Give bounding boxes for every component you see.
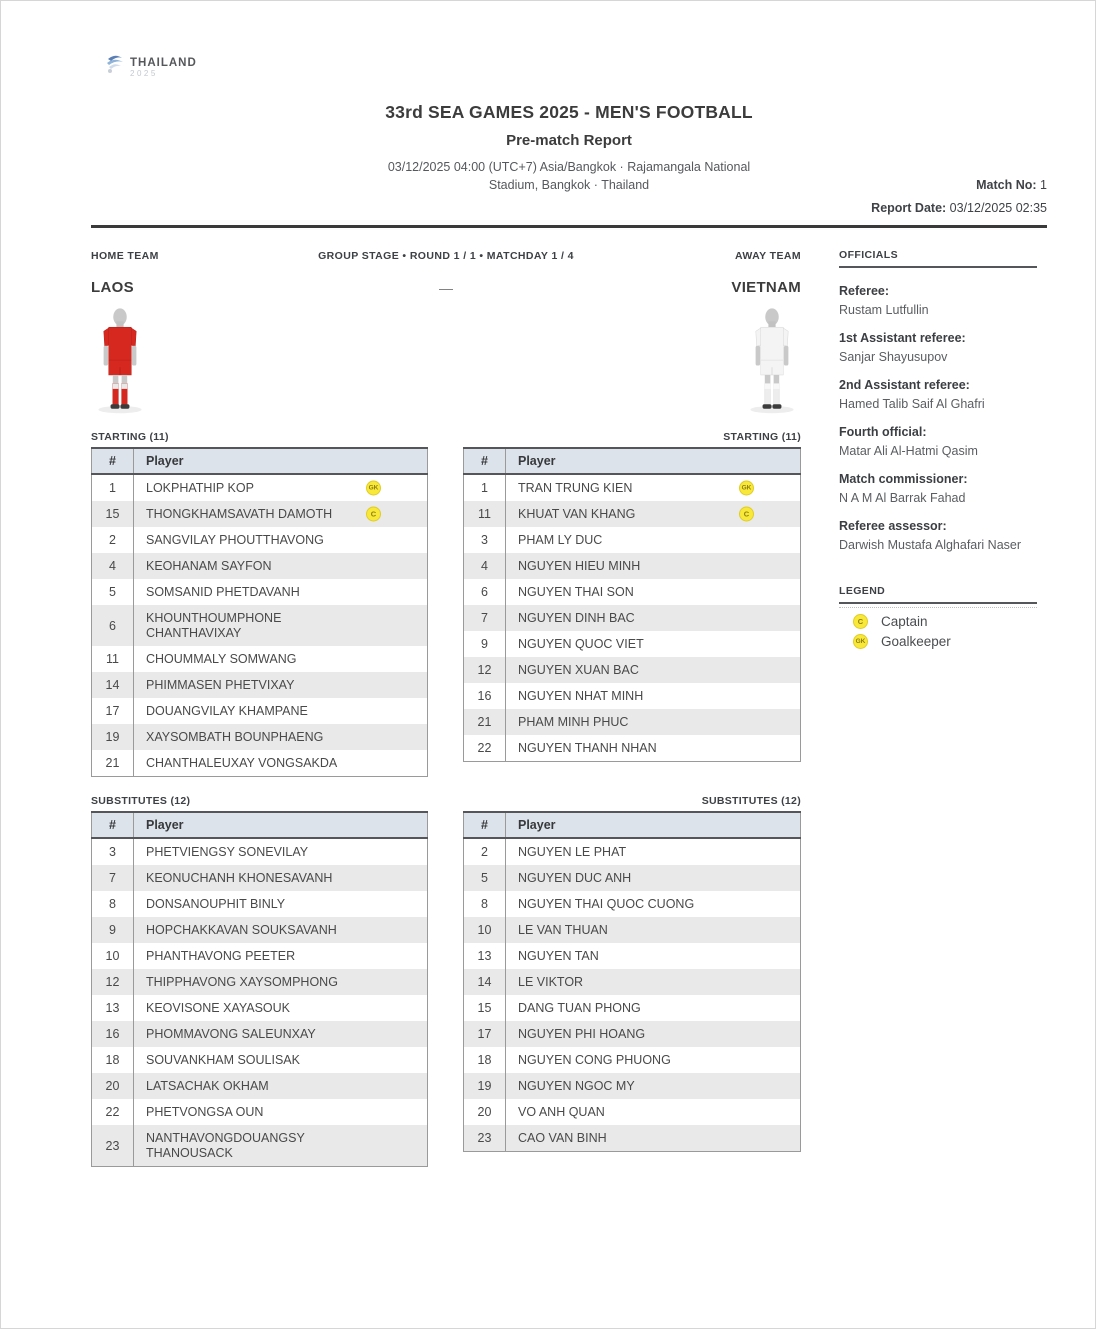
table-row xyxy=(92,605,428,646)
table-row xyxy=(92,672,428,698)
match-info xyxy=(871,178,1047,224)
player-name: PHETVIENGSY SONEVILAY xyxy=(146,844,309,859)
player-name: SANGVILAY PHOUTTHAVONG xyxy=(146,532,324,547)
player-cell xyxy=(506,631,801,657)
player-cell xyxy=(506,501,801,527)
player-cell xyxy=(506,1125,801,1152)
goalkeeper-badge-icon: GK xyxy=(366,481,381,496)
player-cell xyxy=(506,657,801,683)
officials-panel xyxy=(839,249,1037,649)
officials-title: OFFICIALS xyxy=(839,249,899,261)
player-number: 16 xyxy=(92,1021,134,1047)
player-number: 3 xyxy=(92,838,134,865)
player-number: 10 xyxy=(464,917,506,943)
player-cell xyxy=(506,709,801,735)
table-row xyxy=(92,838,428,865)
player-cell xyxy=(134,1021,428,1047)
official-name: Matar Ali Al-Hatmi Qasim xyxy=(839,444,978,458)
player-number: 2 xyxy=(464,838,506,865)
player-cell xyxy=(134,724,428,750)
player-cell xyxy=(134,917,428,943)
home-substitutes-table xyxy=(91,811,428,1167)
player-name: XAYSOMBATH BOUNPHAENG xyxy=(146,729,324,744)
player-cell xyxy=(506,1047,801,1073)
player-name: NGUYEN PHI HOANG xyxy=(518,1026,646,1041)
table-header-row xyxy=(464,448,801,474)
home-kit-figure xyxy=(93,304,147,418)
away-substitutes-table xyxy=(463,811,801,1152)
table-row xyxy=(464,1073,801,1099)
player-cell xyxy=(134,1099,428,1125)
logo-year: 2025 xyxy=(130,69,158,78)
table-row xyxy=(464,474,801,501)
player-cell xyxy=(506,943,801,969)
captain-badge-icon: C xyxy=(366,507,381,522)
table-header-row xyxy=(92,448,428,474)
player-number: 21 xyxy=(92,750,134,777)
table-row xyxy=(464,838,801,865)
table-row xyxy=(92,698,428,724)
official-entry xyxy=(839,376,1037,414)
player-number: 20 xyxy=(464,1099,506,1125)
player-number: 14 xyxy=(92,672,134,698)
player-name: VO ANH QUAN xyxy=(518,1104,605,1119)
match-datetime-venue-line1: 03/12/2025 04:00 (UTC+7) Asia/Bangkok · Rajamangala National xyxy=(387,160,751,174)
player-number: 7 xyxy=(464,605,506,631)
player-cell xyxy=(506,683,801,709)
report-subtitle: Pre-match Report xyxy=(506,132,632,149)
player-name: PHAM LY DUC xyxy=(518,532,603,547)
home-substitutes-block xyxy=(91,795,428,1167)
player-number: 6 xyxy=(464,579,506,605)
player-name: NGUYEN DINH BAC xyxy=(518,610,635,625)
table-row xyxy=(92,969,428,995)
player-cell xyxy=(506,735,801,762)
table-header-row xyxy=(92,812,428,838)
goalkeeper-badge-icon: GK xyxy=(853,634,868,649)
player-number: 21 xyxy=(464,709,506,735)
lineup-tables xyxy=(91,431,801,1167)
player-name: NANTHAVONGDOUANGSY THANOUSACK xyxy=(146,1130,305,1160)
player-name: HOPCHAKKAVAN SOUKSAVANH xyxy=(146,922,337,937)
table-row xyxy=(464,943,801,969)
player-name: LE VAN THUAN xyxy=(518,922,608,937)
table-row xyxy=(464,891,801,917)
table-row xyxy=(92,724,428,750)
event-logo xyxy=(105,53,197,78)
legend-entry-label: Goalkeeper xyxy=(881,634,951,649)
table-row xyxy=(464,1021,801,1047)
player-number: 23 xyxy=(92,1125,134,1167)
player-number: 7 xyxy=(92,865,134,891)
player-cell xyxy=(134,969,428,995)
table-row xyxy=(464,657,801,683)
player-name: PHETVONGSA OUN xyxy=(146,1104,264,1119)
goalkeeper-badge-icon: GK xyxy=(739,481,754,496)
table-row xyxy=(92,553,428,579)
away-substitutes-label: SUBSTITUTES (12) xyxy=(701,795,801,807)
player-number: 11 xyxy=(464,501,506,527)
player-column-header: Player xyxy=(134,448,428,474)
player-name: PHOMMAVONG SALEUNXAY xyxy=(146,1026,316,1041)
player-name: LATSACHAK OKHAM xyxy=(146,1078,269,1093)
player-number: 6 xyxy=(92,605,134,646)
home-starting-table xyxy=(91,447,428,777)
home-substitutes-label: SUBSTITUTES (12) xyxy=(91,795,191,807)
legend-entry-label: Captain xyxy=(881,614,928,629)
score-placeholder: — xyxy=(439,279,453,296)
player-name: KEOVISONE XAYASOUK xyxy=(146,1000,291,1015)
home-starting-label: STARTING (11) xyxy=(91,431,169,443)
captain-badge-icon: C xyxy=(853,614,868,629)
official-role: 1st Assistant referee: xyxy=(839,331,966,345)
number-column-header: # xyxy=(464,448,506,474)
player-cell xyxy=(506,579,801,605)
table-row xyxy=(92,1047,428,1073)
player-number: 5 xyxy=(464,865,506,891)
player-number: 22 xyxy=(464,735,506,762)
table-row xyxy=(464,579,801,605)
player-number: 3 xyxy=(464,527,506,553)
player-cell xyxy=(506,553,801,579)
away-team-label: AWAY TEAM xyxy=(734,250,801,262)
player-cell xyxy=(506,1099,801,1125)
player-cell xyxy=(134,646,428,672)
player-cell xyxy=(134,1073,428,1099)
table-row xyxy=(464,605,801,631)
captain-badge-icon: C xyxy=(739,507,754,522)
player-name: KHOUNTHOUMPHONE CHANTHAVIXAY xyxy=(146,610,282,640)
player-cell xyxy=(134,891,428,917)
report-date-value: 03/12/2025 02:35 xyxy=(949,201,1047,215)
player-cell xyxy=(134,474,428,501)
player-number: 15 xyxy=(464,995,506,1021)
official-entry xyxy=(839,517,1037,555)
player-cell xyxy=(506,917,801,943)
table-row xyxy=(92,1021,428,1047)
official-entry xyxy=(839,282,1037,320)
legend-entry-goalkeeper xyxy=(839,634,1037,649)
table-row xyxy=(464,1125,801,1152)
number-column-header: # xyxy=(92,448,134,474)
home-team-name: LAOS xyxy=(91,279,134,296)
table-row xyxy=(92,1073,428,1099)
player-cell xyxy=(506,865,801,891)
table-header-row xyxy=(464,812,801,838)
table-row xyxy=(92,891,428,917)
player-cell xyxy=(134,698,428,724)
player-number: 18 xyxy=(92,1047,134,1073)
report-date-label: Report Date: xyxy=(871,201,947,215)
official-role: Referee: xyxy=(839,284,890,298)
player-number: 8 xyxy=(92,891,134,917)
player-cell xyxy=(506,969,801,995)
player-cell xyxy=(506,1021,801,1047)
player-name: NGUYEN LE PHAT xyxy=(518,844,627,859)
number-column-header: # xyxy=(92,812,134,838)
player-cell xyxy=(134,501,428,527)
official-name: Sanjar Shayusupov xyxy=(839,350,948,364)
table-row xyxy=(92,1125,428,1167)
stage-round-matchday: GROUP STAGE • ROUND 1 / 1 • MATCHDAY 1 / 4 xyxy=(318,250,574,262)
table-row xyxy=(92,474,428,501)
player-number: 12 xyxy=(464,657,506,683)
officials-list xyxy=(839,282,1037,555)
player-cell xyxy=(134,995,428,1021)
player-column-header: Player xyxy=(506,448,801,474)
table-row xyxy=(92,579,428,605)
player-cell xyxy=(134,750,428,777)
player-name: DOUANGVILAY KHAMPANE xyxy=(146,703,308,718)
player-number: 5 xyxy=(92,579,134,605)
official-name: Hamed Talib Saif Al Ghafri xyxy=(839,397,985,411)
official-entry xyxy=(839,329,1037,367)
player-cell xyxy=(134,579,428,605)
match-datetime-venue-line2: Stadium, Bangkok · Thailand xyxy=(488,178,650,193)
table-row xyxy=(92,501,428,527)
away-starting-label: STARTING (11) xyxy=(723,431,801,443)
player-name: NGUYEN XUAN BAC xyxy=(518,662,639,677)
player-name: NGUYEN HIEU MINH xyxy=(518,558,641,573)
player-number: 17 xyxy=(464,1021,506,1047)
table-row xyxy=(92,646,428,672)
table-row xyxy=(92,943,428,969)
player-number: 19 xyxy=(464,1073,506,1099)
player-column-header: Player xyxy=(134,812,428,838)
player-number: 13 xyxy=(92,995,134,1021)
official-role: 2nd Assistant referee: xyxy=(839,378,970,392)
player-cell xyxy=(134,838,428,865)
player-number: 8 xyxy=(464,891,506,917)
teams-header-row xyxy=(91,250,801,262)
player-name: THONGKHAMSAVATH DAMOTH xyxy=(146,506,333,521)
player-number: 23 xyxy=(464,1125,506,1152)
away-starting-table xyxy=(463,447,801,762)
player-cell xyxy=(134,1125,428,1167)
table-row xyxy=(464,865,801,891)
player-number: 1 xyxy=(464,474,506,501)
teams-section xyxy=(91,250,801,1167)
player-name: LOKPHATHIP KOP xyxy=(146,480,254,495)
table-row xyxy=(464,735,801,762)
legend-dotted-divider xyxy=(839,607,1037,608)
home-team-label: HOME TEAM xyxy=(91,250,159,262)
player-name: CHOUMMALY SOMWANG xyxy=(146,651,297,666)
player-name: NGUYEN NGOC MY xyxy=(518,1078,635,1093)
player-name: NGUYEN NHAT MINH xyxy=(518,688,644,703)
officials-divider xyxy=(839,266,1037,268)
player-name: KEOHANAM SAYFON xyxy=(146,558,272,573)
official-name: N A M Al Barrak Fahad xyxy=(839,491,966,505)
player-number: 13 xyxy=(464,943,506,969)
table-row xyxy=(464,1099,801,1125)
report-date xyxy=(871,201,1047,215)
table-row xyxy=(464,527,801,553)
player-name: NGUYEN DUC ANH xyxy=(518,870,632,885)
player-name: NGUYEN THANH NHAN xyxy=(518,740,657,755)
match-number-label: Match No: xyxy=(976,178,1037,192)
player-number: 9 xyxy=(92,917,134,943)
player-name: DONSANOUPHIT BINLY xyxy=(146,896,286,911)
player-name: DANG TUAN PHONG xyxy=(518,1000,641,1015)
table-row xyxy=(464,969,801,995)
player-name: THIPPHAVONG XAYSOMPHONG xyxy=(146,974,338,989)
official-entry xyxy=(839,423,1037,461)
player-cell xyxy=(506,474,801,501)
table-row xyxy=(464,631,801,657)
match-number-value: 1 xyxy=(1040,178,1047,192)
player-column-header: Player xyxy=(506,812,801,838)
table-row xyxy=(464,501,801,527)
legend-title: LEGEND xyxy=(839,585,886,597)
player-number: 1 xyxy=(92,474,134,501)
official-role: Match commissioner: xyxy=(839,472,968,486)
player-number: 2 xyxy=(92,527,134,553)
player-name: PHAM MINH PHUC xyxy=(518,714,629,729)
sea-games-emblem-icon xyxy=(105,53,125,75)
player-cell xyxy=(506,838,801,865)
player-name: CHANTHALEUXAY VONGSAKDA xyxy=(146,755,338,770)
player-number: 20 xyxy=(92,1073,134,1099)
kits-row xyxy=(91,304,801,418)
player-number: 10 xyxy=(92,943,134,969)
player-number: 4 xyxy=(464,553,506,579)
table-row xyxy=(92,527,428,553)
teams-names-row xyxy=(91,279,801,296)
number-column-header: # xyxy=(464,812,506,838)
player-number: 9 xyxy=(464,631,506,657)
player-number: 17 xyxy=(92,698,134,724)
player-cell xyxy=(506,527,801,553)
player-number: 11 xyxy=(92,646,134,672)
table-row xyxy=(92,917,428,943)
table-row xyxy=(464,995,801,1021)
player-name: NGUYEN TAN xyxy=(518,948,599,963)
table-row xyxy=(92,1099,428,1125)
player-number: 4 xyxy=(92,553,134,579)
player-name: SOMSANID PHETDAVANH xyxy=(146,584,300,599)
official-name: Rustam Lutfullin xyxy=(839,303,929,317)
table-row xyxy=(92,750,428,777)
player-cell xyxy=(506,891,801,917)
table-row xyxy=(464,917,801,943)
player-name: NGUYEN THAI SON xyxy=(518,584,634,599)
player-number: 18 xyxy=(464,1047,506,1073)
player-cell xyxy=(506,1073,801,1099)
home-starting-block xyxy=(91,431,428,777)
table-row xyxy=(92,865,428,891)
player-number: 12 xyxy=(92,969,134,995)
player-cell xyxy=(134,865,428,891)
player-name: NGUYEN QUOC VIET xyxy=(518,636,644,651)
player-cell xyxy=(134,943,428,969)
official-entry xyxy=(839,470,1037,508)
player-cell xyxy=(134,527,428,553)
match-number xyxy=(871,178,1047,192)
table-row xyxy=(464,709,801,735)
player-number: 22 xyxy=(92,1099,134,1125)
away-team-name: VIETNAM xyxy=(731,279,801,296)
player-name: TRAN TRUNG KIEN xyxy=(518,480,633,495)
player-cell xyxy=(506,605,801,631)
legend-entry-captain xyxy=(839,614,1037,629)
player-number: 14 xyxy=(464,969,506,995)
player-cell xyxy=(134,1047,428,1073)
legend-panel xyxy=(839,585,1037,649)
table-row xyxy=(464,553,801,579)
table-row xyxy=(464,1047,801,1073)
away-starting-block xyxy=(463,431,801,777)
player-cell xyxy=(134,605,428,646)
player-number: 19 xyxy=(92,724,134,750)
player-name: CAO VAN BINH xyxy=(518,1130,607,1145)
report-title: 33rd SEA GAMES 2025 - MEN'S FOOTBALL xyxy=(385,102,753,122)
table-row xyxy=(464,683,801,709)
player-name: KHUAT VAN KHANG xyxy=(518,506,636,521)
official-role: Referee assessor: xyxy=(839,519,947,533)
player-name: NGUYEN CONG PHUONG xyxy=(518,1052,671,1067)
player-cell xyxy=(134,672,428,698)
player-cell xyxy=(134,553,428,579)
away-kit-figure xyxy=(745,304,799,418)
player-cell xyxy=(506,995,801,1021)
player-name: PHANTHAVONG PEETER xyxy=(146,948,296,963)
away-substitutes-block xyxy=(463,795,801,1167)
player-name: LE VIKTOR xyxy=(518,974,584,989)
player-number: 15 xyxy=(92,501,134,527)
player-name: KEONUCHANH KHONESAVANH xyxy=(146,870,333,885)
logo-title: THAILAND xyxy=(130,57,197,69)
player-number: 16 xyxy=(464,683,506,709)
table-row xyxy=(92,995,428,1021)
official-name: Darwish Mustafa Alghafari Naser xyxy=(839,538,1022,552)
official-role: Fourth official: xyxy=(839,425,927,439)
player-name: NGUYEN THAI QUOC CUONG xyxy=(518,896,695,911)
event-logo-text xyxy=(130,53,197,78)
player-name: SOUVANKHAM SOULISAK xyxy=(146,1052,300,1067)
header-divider xyxy=(91,225,1047,228)
player-name: PHIMMASEN PHETVIXAY xyxy=(146,677,295,692)
legend-divider xyxy=(839,602,1037,604)
